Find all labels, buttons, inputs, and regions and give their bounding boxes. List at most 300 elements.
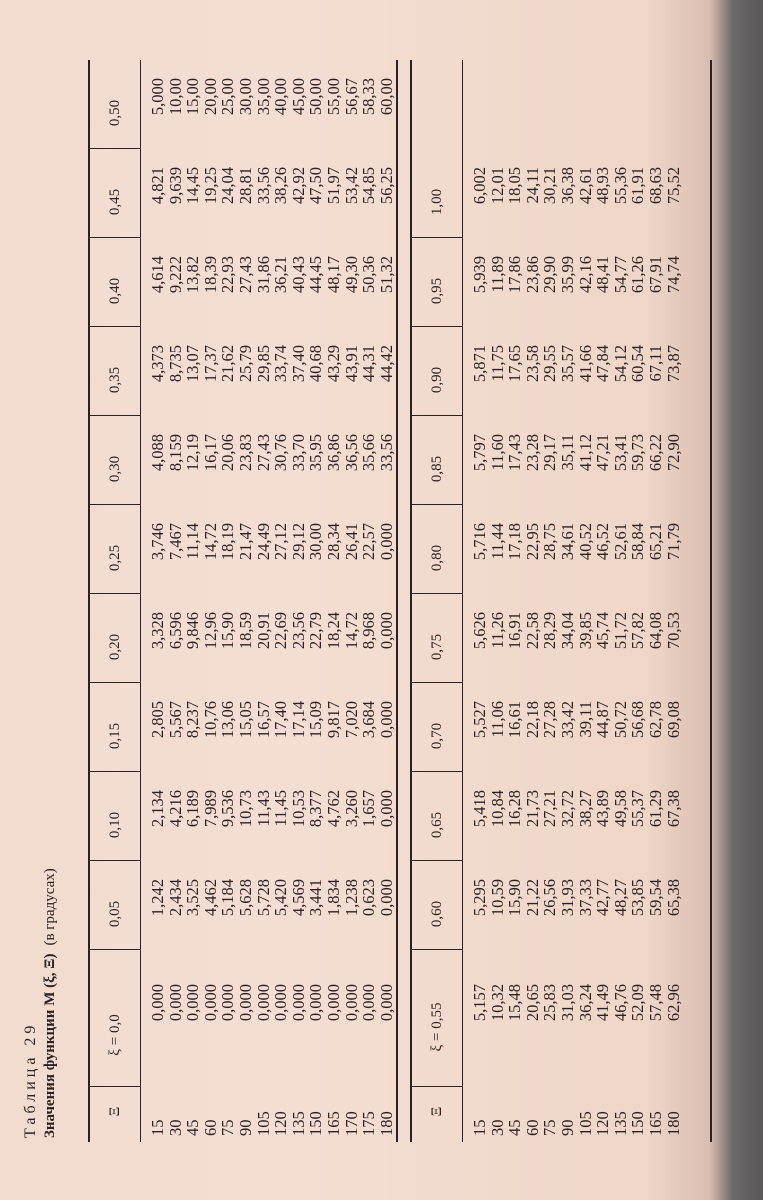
table-cell: 47,84	[593, 345, 613, 383]
table-cell: 0,000	[323, 984, 343, 1022]
table-cell: 27,12	[271, 523, 291, 561]
table-cell: 26,56	[540, 879, 560, 917]
table-cell: 12,96	[200, 612, 220, 650]
table-cell: 4,614	[148, 256, 167, 294]
table-cell: 3,746	[148, 523, 167, 561]
table-cell: 61,29	[645, 790, 665, 828]
table-cell: 7,467	[165, 523, 185, 561]
table-cell: 2,805	[148, 701, 167, 739]
table-cell: 14,72	[200, 523, 220, 561]
table-cell: 5,871	[470, 345, 489, 383]
table-cell: 24,11	[522, 167, 542, 204]
table-cell: 53,85	[628, 879, 648, 917]
table-cell: 33,56	[253, 167, 273, 205]
table-column	[471, 238, 682, 327]
table-cell: 11,26	[487, 612, 507, 649]
table-cell: 15,48	[505, 984, 525, 1022]
table-cell: 29,12	[288, 523, 308, 561]
table-cell: 0,000	[235, 984, 255, 1022]
table-cell: 19,25	[200, 167, 220, 205]
table-cell: 10,84	[487, 790, 507, 828]
table-cell: 57,82	[628, 612, 648, 650]
table-cell: 5,527	[470, 701, 489, 739]
table-cell: 10,00	[165, 78, 185, 116]
table-cell: 12,19	[183, 434, 203, 472]
table-cell: 29,55	[540, 345, 560, 383]
table-cell: 37,33	[575, 879, 595, 917]
table-cell: 43,29	[323, 345, 343, 383]
table-cell: 27,28	[540, 701, 560, 739]
table-cell: 0,000	[341, 984, 361, 1022]
table-cell: 36,56	[341, 434, 361, 472]
table-cell: 10,59	[487, 879, 507, 917]
table-cell: 25,83	[540, 984, 560, 1022]
table-cell: 21,62	[218, 345, 238, 383]
table-cell: 34,61	[557, 523, 577, 561]
column-header: 0,30	[90, 416, 140, 505]
table-cell: 35,95	[306, 434, 326, 472]
table-cell: 30,00	[306, 523, 326, 561]
table-cell: 20,06	[218, 434, 238, 472]
table-cell: 5,420	[271, 879, 291, 917]
table-cell: 55,00	[323, 78, 343, 116]
table-cell: 4,088	[148, 434, 167, 472]
table-cell: 120	[593, 1111, 613, 1136]
table-cell: 22,95	[522, 523, 542, 561]
column-header: 0,75	[412, 594, 462, 683]
table-cell: 30,76	[271, 434, 291, 472]
table-cell: 28,34	[323, 523, 343, 561]
column-header: 0,70	[412, 683, 462, 772]
table-cell: 17,18	[505, 523, 525, 561]
table-cell: 40,00	[271, 78, 291, 116]
table-cell: 8,237	[183, 701, 203, 739]
table-cell: 18,59	[235, 612, 255, 650]
table-cell: 21,73	[522, 790, 542, 828]
column-header: 0,60	[412, 861, 462, 950]
table-cell: 11,43	[253, 790, 273, 827]
table-cell: 6,002	[470, 167, 489, 205]
table-cell: 28,75	[540, 523, 560, 561]
column-header: ξ = 0,55	[412, 950, 462, 1087]
table-cell: 22,69	[271, 612, 291, 650]
table-cell: 6,596	[165, 612, 185, 650]
table-cell: 42,77	[593, 879, 613, 917]
table-cell: 1,834	[323, 879, 343, 917]
table-cell: 62,96	[663, 984, 683, 1022]
table-cell: 48,41	[593, 256, 613, 294]
column-header: Ξ	[428, 1106, 445, 1117]
table-cell: 15	[470, 1119, 489, 1136]
table-cell: 56,25	[376, 167, 396, 205]
table-cell: 16,61	[505, 701, 525, 739]
table-cell: 17,86	[505, 256, 525, 294]
table-cell: 17,43	[505, 434, 525, 472]
table-cell: 0,000	[271, 984, 291, 1022]
table-cell: 31,86	[253, 256, 273, 294]
table-cell: 54,12	[610, 345, 630, 383]
table-cell: 45	[505, 1119, 525, 1136]
table-cell: 31,93	[557, 879, 577, 917]
table-cell: 15	[148, 1119, 167, 1136]
caption-unit: (в градусах)	[42, 868, 58, 946]
table-column	[149, 238, 395, 327]
values-table-part-2	[410, 60, 712, 1142]
table-cell: 66,22	[645, 434, 665, 472]
table-cell: 36,86	[323, 434, 343, 472]
table-cell: 0,000	[306, 984, 326, 1022]
table-cell: 39,85	[575, 612, 595, 650]
table-cell: 0,000	[148, 984, 167, 1022]
column-header: 0,20	[90, 594, 140, 683]
table-cell: 22,18	[522, 701, 542, 739]
table-cell: 0,000	[218, 984, 238, 1022]
table-cell: 8,968	[359, 612, 379, 650]
table-cell: 10,53	[288, 790, 308, 828]
table-cell: 50,00	[306, 78, 326, 116]
table-cell: 49,30	[341, 256, 361, 294]
table-cell: 120	[271, 1111, 291, 1136]
table-cell: 105	[575, 1111, 595, 1136]
table-cell: 135	[288, 1111, 308, 1136]
table-column	[149, 416, 395, 505]
table-cell: 23,56	[288, 612, 308, 650]
table-cell: 17,14	[288, 701, 308, 739]
table-cell: 45,00	[288, 78, 308, 116]
table-column	[471, 1087, 682, 1142]
table-column	[471, 950, 682, 1087]
table-cell: 60	[522, 1119, 542, 1136]
table-cell: 67,38	[663, 790, 683, 828]
table-column	[149, 861, 395, 950]
table-cell: 49,58	[610, 790, 630, 828]
column-header: 0,35	[90, 327, 140, 416]
table-cell: 5,418	[470, 790, 489, 828]
caption-text: Значения функции M (ξ, Ξ)	[42, 953, 58, 1138]
table-cell: 62,78	[645, 701, 665, 739]
column-header: Ξ	[106, 1106, 123, 1117]
table-cell: 11,75	[487, 345, 507, 382]
table-cell: 4,821	[148, 167, 167, 205]
table-column	[471, 416, 682, 505]
table-cell: 13,82	[183, 256, 203, 294]
table-cell: 37,40	[288, 345, 308, 383]
table-cell: 18,24	[323, 612, 343, 650]
table-column	[149, 505, 395, 594]
table-cell: 24,04	[218, 167, 238, 205]
table-cell: 35,57	[557, 345, 577, 383]
table-cell: 50,72	[610, 701, 630, 739]
table-cell: 16,28	[505, 790, 525, 828]
table-cell: 4,762	[323, 790, 343, 828]
table-cell: 68,63	[645, 167, 665, 205]
table-cell: 90	[557, 1119, 577, 1136]
table-cell: 18,19	[218, 523, 238, 561]
table-cell: 74,74	[663, 256, 683, 294]
table-cell: 5,797	[470, 434, 489, 472]
table-cell: 46,76	[610, 984, 630, 1022]
table-cell: 71,79	[663, 523, 683, 561]
table-header	[412, 60, 463, 1142]
table-cell: 61,26	[628, 256, 648, 294]
table-cell: 45,74	[593, 612, 613, 650]
table-cell: 9,639	[165, 167, 185, 205]
table-cell: 75,52	[663, 167, 683, 205]
table-cell: 175	[359, 1111, 379, 1136]
table-cell: 30	[165, 1119, 185, 1136]
table-cell: 38,27	[575, 790, 595, 828]
table-column	[471, 772, 682, 861]
table-cell: 72,90	[663, 434, 683, 472]
table-cell: 10,76	[200, 701, 220, 739]
table-cell: 35,00	[253, 78, 273, 116]
column-header: 0,10	[90, 772, 140, 861]
table-cell: 44,87	[593, 701, 613, 739]
table-column	[149, 683, 395, 772]
table-cell: 70,53	[663, 612, 683, 650]
table-cell: 55,37	[628, 790, 648, 828]
table-cell: 60,54	[628, 345, 648, 383]
table-cell: 22,58	[522, 612, 542, 650]
table-cell: 135	[610, 1111, 630, 1136]
table-cell: 5,567	[165, 701, 185, 739]
table-cell: 52,09	[628, 984, 648, 1022]
table-cell: 14,72	[341, 612, 361, 650]
table-cell: 5,716	[470, 523, 489, 561]
table-cell: 50,36	[359, 256, 379, 294]
table-body	[141, 60, 395, 1142]
table-cell: 11,14	[183, 523, 203, 560]
table-cell: 35,11	[557, 434, 577, 471]
table-cell: 18,05	[505, 167, 525, 205]
table-cell: 3,328	[148, 612, 167, 650]
column-header: 0,90	[412, 327, 462, 416]
table-cell: 60,00	[376, 78, 396, 116]
table-cell: 51,97	[323, 167, 343, 205]
table-cell: 11,06	[487, 701, 507, 738]
table-cell: 57,48	[645, 984, 665, 1022]
table-cell: 64,08	[645, 612, 665, 650]
table-cell: 3,441	[306, 879, 326, 917]
table-cell: 180	[376, 1111, 396, 1136]
table-cell: 28,81	[235, 167, 255, 205]
table-cell: 11,44	[487, 523, 507, 560]
table-cell: 35,99	[557, 256, 577, 294]
table-cell: 41,66	[575, 345, 595, 383]
table-cell: 5,157	[470, 984, 489, 1022]
table-cell: 29,85	[253, 345, 273, 383]
table-cell: 23,83	[235, 434, 255, 472]
table-cell: 44,45	[306, 256, 326, 294]
table-column	[149, 1087, 395, 1142]
table-cell: 42,92	[288, 167, 308, 205]
table-cell: 43,89	[593, 790, 613, 828]
table-cell: 4,569	[288, 879, 308, 917]
column-header: 0,50	[90, 60, 140, 149]
table-cell: 75	[218, 1119, 238, 1136]
table-cell: 55,36	[610, 167, 630, 205]
values-table-part-1	[88, 60, 398, 1142]
table-cell: 56,67	[341, 78, 361, 116]
table-cell: 17,40	[271, 701, 291, 739]
table-cell: 5,728	[253, 879, 273, 917]
table-cell: 27,21	[540, 790, 560, 828]
table-cell: 48,27	[610, 879, 630, 917]
column-header: 0,40	[90, 238, 140, 327]
table-cell: 61,91	[628, 167, 648, 205]
table-cell: 23,28	[522, 434, 542, 472]
table-cell: 30,21	[540, 167, 560, 205]
table-cell: 25,79	[235, 345, 255, 383]
table-cell: 1,242	[148, 879, 167, 917]
table-cell: 0,000	[376, 612, 396, 650]
table-cell: 5,626	[470, 612, 489, 650]
table-cell: 56,68	[628, 701, 648, 739]
table-cell: 23,86	[522, 256, 542, 294]
table-column	[471, 594, 682, 683]
table-cell: 12,01	[487, 167, 507, 205]
table-cell: 1,657	[359, 790, 379, 828]
table-column	[471, 149, 682, 238]
table-cell: 105	[253, 1111, 273, 1136]
table-cell: 58,33	[359, 78, 379, 116]
table-cell: 7,989	[200, 790, 220, 828]
table-cell: 22,57	[359, 523, 379, 561]
table-cell: 2,434	[165, 879, 185, 917]
table-cell: 51,32	[376, 256, 396, 294]
table-cell: 10,32	[487, 984, 507, 1022]
table-cell: 0,000	[376, 984, 396, 1022]
table-cell: 33,74	[271, 345, 291, 383]
table-cell: 15,05	[235, 701, 255, 739]
table-cell: 15,90	[505, 879, 525, 917]
table-cell: 40,43	[288, 256, 308, 294]
table-cell: 44,42	[376, 345, 396, 383]
table-cell: 0,000	[376, 523, 396, 561]
table-cell: 5,939	[470, 256, 489, 294]
table-cell: 0,000	[288, 984, 308, 1022]
table-cell: 30	[487, 1119, 507, 1136]
table-cell: 5,295	[470, 879, 489, 917]
table-cell: 20,00	[200, 78, 220, 116]
table-cell: 58,84	[628, 523, 648, 561]
table-cell: 53,41	[610, 434, 630, 472]
table-cell: 165	[645, 1111, 665, 1136]
table-column	[149, 149, 395, 238]
table-cell: 2,134	[148, 790, 167, 828]
column-header: 0,15	[90, 683, 140, 772]
column-header: 0,25	[90, 505, 140, 594]
table-cell: 16,17	[200, 434, 220, 472]
table-cell: 17,37	[200, 345, 220, 383]
table-cell: 8,159	[165, 434, 185, 472]
table-cell: 31,03	[557, 984, 577, 1022]
table-cell: 9,817	[323, 701, 343, 739]
table-cell: 10,73	[235, 790, 255, 828]
table-cell: 33,42	[557, 701, 577, 739]
table-cell: 35,66	[359, 434, 379, 472]
table-column	[149, 60, 395, 149]
table-cell: 9,222	[165, 256, 185, 294]
table-cell: 59,73	[628, 434, 648, 472]
table-cell: 0,000	[183, 984, 203, 1022]
column-header: ξ = 0,0	[90, 950, 140, 1087]
table-cell: 3,525	[183, 879, 203, 917]
table-cell: 8,377	[306, 790, 326, 828]
table-column	[149, 950, 395, 1087]
column-header: 0,85	[412, 416, 462, 505]
table-column	[471, 861, 682, 950]
table-cell: 27,43	[235, 256, 255, 294]
column-header: 0,05	[90, 861, 140, 950]
table-cell: 27,43	[253, 434, 273, 472]
table-cell: 48,17	[323, 256, 343, 294]
table-cell: 24,49	[253, 523, 273, 561]
table-cell: 43,91	[341, 345, 361, 383]
table-cell: 0,623	[359, 879, 379, 917]
table-cell: 13,06	[218, 701, 238, 739]
table-cell: 150	[306, 1111, 326, 1136]
table-cell: 29,17	[540, 434, 560, 472]
table-header	[90, 60, 141, 1142]
table-cell: 0,000	[376, 790, 396, 828]
table-cell: 25,00	[218, 78, 238, 116]
table-cell: 36,38	[557, 167, 577, 205]
table-cell: 5,628	[235, 879, 255, 917]
table-cell: 180	[663, 1111, 683, 1136]
table-cell: 0,000	[376, 879, 396, 917]
table-column	[471, 683, 682, 772]
table-cell: 5,184	[218, 879, 238, 917]
table-cell: 6,189	[183, 790, 203, 828]
table-cell: 41,12	[575, 434, 595, 472]
table-cell: 22,79	[306, 612, 326, 650]
table-cell: 9,846	[183, 612, 203, 650]
column-header: 0,95	[412, 238, 462, 327]
table-cell: 0,000	[200, 984, 220, 1022]
table-cell: 13,07	[183, 345, 203, 383]
table-cell: 38,26	[271, 167, 291, 205]
table-cell: 75	[540, 1119, 560, 1136]
table-cell: 16,91	[505, 612, 525, 650]
table-cell: 4,216	[165, 790, 185, 828]
table-cell: 47,21	[593, 434, 613, 472]
table-caption	[42, 868, 59, 1138]
table-cell: 59,54	[645, 879, 665, 917]
column-header: 0,65	[412, 772, 462, 861]
table-cell: 36,24	[575, 984, 595, 1022]
table-cell: 1,238	[341, 879, 361, 917]
table-cell: 165	[323, 1111, 343, 1136]
table-cell: 11,45	[271, 790, 291, 827]
table-cell: 73,87	[663, 345, 683, 383]
table-cell: 67,91	[645, 256, 665, 294]
table-cell: 16,57	[253, 701, 273, 739]
table-cell: 22,93	[218, 256, 238, 294]
table-column	[471, 327, 682, 416]
table-cell: 11,60	[487, 434, 507, 471]
table-cell: 15,09	[306, 701, 326, 739]
table-cell: 39,11	[575, 701, 595, 738]
table-cell: 51,72	[610, 612, 630, 650]
table-cell: 0,000	[359, 984, 379, 1022]
table-cell: 15,00	[183, 78, 203, 116]
table-cell: 52,61	[610, 523, 630, 561]
table-cell: 0,000	[253, 984, 273, 1022]
table-cell: 18,39	[200, 256, 220, 294]
table-cell: 30,00	[235, 78, 255, 116]
table-cell: 15,90	[218, 612, 238, 650]
